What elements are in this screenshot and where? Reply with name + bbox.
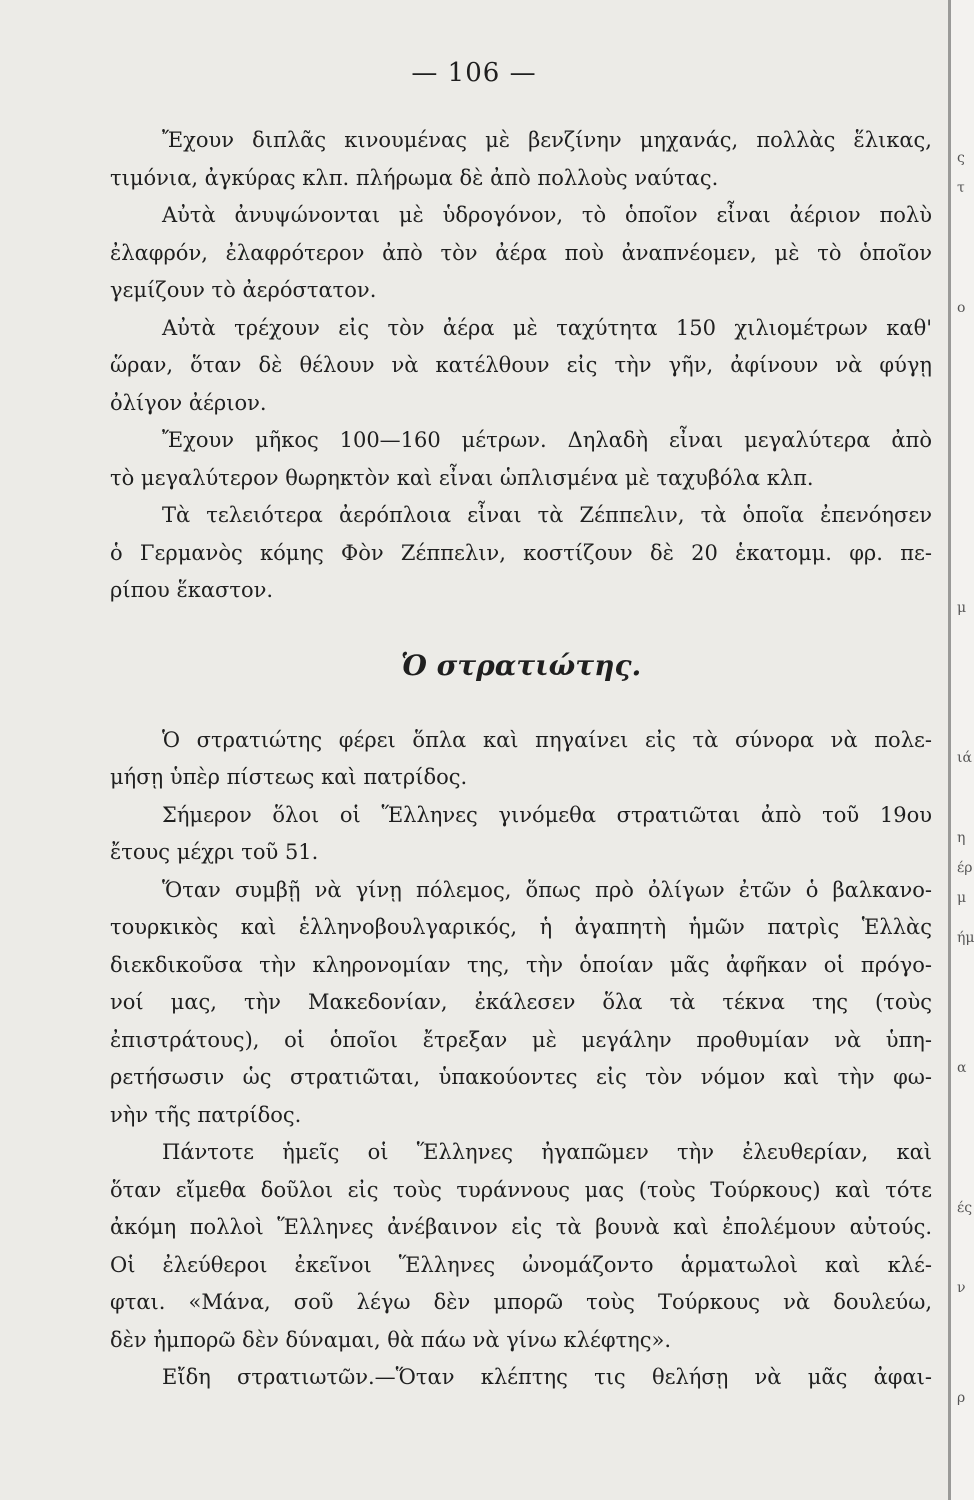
edge-fragment: μ <box>957 890 967 906</box>
text-line: ἔτους μέχρι τοῦ 51. <box>110 840 319 864</box>
edge-fragment: ές <box>957 1200 973 1216</box>
text-line: νὴν τῆς πατρίδος. <box>110 1102 302 1127</box>
paragraphs-airships <box>110 122 932 610</box>
edge-fragment: α <box>957 1060 967 1076</box>
edge-fragment: μ <box>957 600 967 616</box>
text-line: ἐπιστράτους), οἱ ὁποῖοι ἔτρεξαν μὲ μεγάλην προθυμίαν νὰ ὑπη- <box>110 1027 932 1052</box>
text-line: Πάντοτε ἡμεῖς οἱ Ἕλληνες ἠγαπῶμεν τὴν ἐλευθερίαν, καὶ <box>162 1140 932 1164</box>
text-line: Εἴδη στρατιωτῶν.—Ὅταν κλέπτης τις θελήσῃ νὰ μᾶς ἀφαι- <box>162 1365 932 1389</box>
edge-fragment: η <box>957 830 966 846</box>
page-number: — 106 — <box>411 58 537 88</box>
text-line: φται. «Μάνα, σοῦ λέγω δὲν μπορῶ τοὺς Τούρκους νὰ δουλεύω, <box>110 1290 932 1314</box>
text-line: ὅταν εἴμεθα δοῦλοι εἰς τοὺς τυράννους μας (τοὺς Τούρκους) καὶ τότε <box>110 1177 932 1202</box>
text-line: Ὁ στρατιώτης φέρει ὅπλα καὶ πηγαίνει εἰς τὰ σύνορα νὰ πολε- <box>162 727 932 752</box>
edge-fragment: ιά <box>957 750 972 766</box>
text-line: Ὅταν συμβῇ νὰ γίνῃ πόλεμος, ὅπως πρὸ ὀλίγων ἐτῶν ὁ βαλκανο- <box>162 877 932 902</box>
text-line: νοί μας, τὴν Μακεδονίαν, ἐκάλεσεν ὅλα τὰ τέκνα της (τοὺς <box>110 990 932 1014</box>
edge-fragment: ήμ <box>957 930 974 946</box>
text-line: ρετήσωσιν ὡς στρατιῶται, ὑπακούοντες εἰς τὸν νόμον καὶ τὴν φω- <box>110 1065 932 1089</box>
edge-fragment: ν <box>957 1280 966 1296</box>
facing-page-edge <box>948 0 974 1500</box>
text-line: Οἱ ἐλεύθεροι ἐκεῖνοι Ἕλληνες ὠνομάζοντο ἁρματωλοὶ καὶ κλέ- <box>110 1252 932 1277</box>
text-line: τιμόνια, ἀγκύρας κλπ. πλήρωμα δὲ ἀπὸ πολλοὺς ναύτας. <box>110 165 719 190</box>
text-line: δὲν ἠμπορῶ δὲν δύναμαι, θὰ πάω νὰ γίνω κλέφτης». <box>110 1327 672 1352</box>
section-heading: Ὁ στρατιώτης. <box>400 648 642 682</box>
edge-fragment: τ <box>957 180 965 196</box>
text-line: τουρκικὸς καὶ ἑλληνοβουλγαρικός, ἡ ἀγαπητὴ ἡμῶν πατρὶς Ἑλλὰς <box>110 915 932 939</box>
text-line: Αὐτὰ τρέχουν εἰς τὸν ἀέρα μὲ ταχύτητα 150 χιλιομέτρων καθ' <box>162 315 932 340</box>
text-line: ἀκόμη πολλοὶ Ἕλληνες ἀνέβαινον εἰς τὰ βουνὰ καὶ ἐπολέμουν αὐτούς. <box>110 1215 932 1239</box>
text-line: μήσῃ ὑπὲρ πίστεως καὶ πατρίδος. <box>110 765 468 789</box>
text-line: τὸ μεγαλύτερον θωρηκτὸν καὶ εἶναι ὡπλισμένα μὲ ταχυβόλα κλπ. <box>110 465 814 490</box>
text-line: διεκδικοῦσα τὴν κληρονομίαν της, τὴν ὁποίαν μᾶς ἀφῆκαν οἱ πρόγο- <box>110 952 932 977</box>
text-line: γεμίζουν τὸ ἀερόστατον. <box>110 278 377 302</box>
text-line: ὥραν, ὅταν δὲ θέλουν νὰ κατέλθουν εἰς τὴν γῆν, ἀφίνουν νὰ φύγῃ <box>110 353 932 377</box>
text-line: ὁ Γερμανὸς κόμης Φὸν Ζέππελιν, κοστίζουν δὲ 20 ἑκατομμ. φρ. πε- <box>110 540 932 565</box>
text-line: ὀλίγον ἀέριον. <box>110 390 267 415</box>
edge-fragment: ς <box>957 150 965 166</box>
text-line: Ἔχουν μῆκος 100—160 μέτρων. Δηλαδὴ εἶναι μεγαλύτερα ἀπὸ <box>162 428 932 452</box>
text-line: Σήμερον ὅλοι οἱ Ἕλληνες γινόμεθα στρατιῶται ἀπὸ τοῦ 19ου <box>162 802 932 827</box>
text-line: Αὐτὰ ἀνυψώνονται μὲ ὑδρογόνον, τὸ ὁποῖον εἶναι ἀέριον πολὺ <box>162 203 932 227</box>
text-line: Τὰ τελειότερα ἀερόπλοια εἶναι τὰ Ζέππελιν, τὰ ὁποῖα ἐπενόησεν <box>162 503 932 527</box>
text-line: ρίπου ἕκαστον. <box>110 578 274 602</box>
text-line: Ἔχουν διπλᾶς κινουμένας μὲ βενζίνην μηχανάς, πολλὰς ἕλικας, <box>162 128 932 152</box>
edge-fragment: ο <box>957 300 966 316</box>
edge-fragment: ρ <box>957 1390 966 1406</box>
edge-fragment: έρ <box>957 860 973 876</box>
paragraphs-soldier <box>110 722 932 1397</box>
text-line: ἐλαφρόν, ἐλαφρότερον ἀπὸ τὸν ἀέρα ποὺ ἀναπνέομεν, μὲ τὸ ὁποῖον <box>110 240 932 265</box>
body-text <box>110 122 932 1397</box>
